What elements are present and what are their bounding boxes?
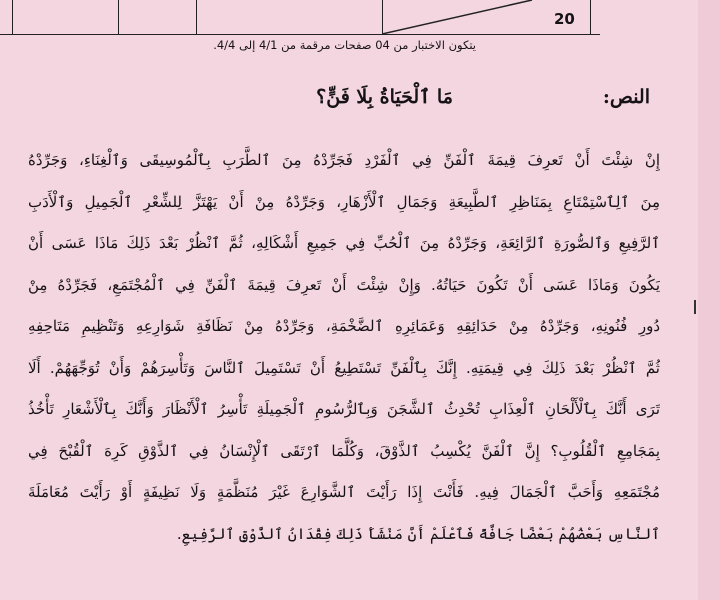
text-body — [28, 140, 660, 555]
page-edge — [698, 0, 720, 600]
table-divider — [196, 0, 197, 34]
text-line: ٱلرَّفِيعِ وَٱلصُّورَةِ ٱلرَّائِعَةِ، وَجَرِّدْهُ مِنَ ٱلْحُبِّ فِي جَمِيعِ أَشْكَالِهِ، ثُمَّ ٱنْظُرْ بَعْدَ ذَلِكَ مَاذَا عَسَى أَنْ — [28, 234, 660, 252]
header-note: يتكون الاختبار من 04 صفحات مرقمة من 4/1 إلى 4/4. — [213, 38, 476, 52]
edge-mark — [694, 300, 696, 314]
table-divider — [12, 0, 13, 34]
table-divider — [118, 0, 119, 34]
text-line: مُجْتَمَعِهِ وَأَحَبَّ ٱلْجَمَالَ فِيهِ. فَأَنْتَ إِذَا رَأَيْتَ ٱلشَّوَارِعَ غَيْرَ مُنَظَّمَةٍ وَلَا نَظِيفَةٍ أَوْ رَأَيْتَ مُعَامَلَةَ — [28, 483, 660, 501]
text-title: مَا ٱلْحَيَاةُ بِلَا فَنٍّ؟ — [316, 86, 453, 108]
text-line: دُورِ فُنُونِهِ، وَجَرِّدْهُ مِنْ حَدَائِقِهِ وَعَمَائِرِهِ ٱلضَّخْمَةِ، وَجَرِّدْهُ مِنْ نَظَافَةِ شَوَارِعِهِ وَتَنْظِيمِ مَتَاحِفِهِ — [28, 317, 660, 335]
score-cell: 20 — [554, 10, 575, 28]
text-line: تَرَى أَنَّكَ بِٱلْأَلْحَانِ ٱلْعِذَابِ تُحْدِثُ ٱلشَّجَنَ وَبِٱلرُّسُومِ ٱلْجَمِيلَةِ تَأْسِرُ ٱلْأَنْظَارَ وَأَنَّكَ بِٱلْأَشْعَارِ تَأْخُذُ — [28, 400, 660, 418]
text-line: إِنْ شِئْتَ أَنْ تَعرِفَ قِيمَةَ ٱلْفَنِّ فِي ٱلْفَرْدِ فَجَرِّدْهُ مِنَ ٱلطَّرَبِ بِٱلْمُوسِيقَى وَٱلْغِنَاءِ، وَجَرِّدْهُ — [28, 151, 660, 169]
text-line: ٱلنَّاسِ بَعْضُهُمْ بَعْضًا جَافَّةً فَٱعْلَمْ أَنَّ مَنْشَأَ ذَلِكَ فِقْدَانُ ٱلذَّوْقِ ٱلرَّفِيعِ. — [176, 524, 660, 543]
text-line: يَكُونَ وَمَاذَا عَسَى أَنْ تَكُونَ حَيَاتُهُ. وَإِنْ شِئْتَ أَنْ تَعرِفَ قِيمَةَ ٱلْفَنِّ فِي ٱلْمُجْتَمَعِ، فَجَرِّدْهُ مِنْ — [28, 275, 660, 294]
text-heading — [316, 86, 650, 108]
text-label: النص: — [602, 86, 650, 108]
top-table — [0, 0, 600, 35]
text-line: بِمَجَامِعِ ٱلْقُلُوبِ؟ إِنَّ ٱلْفَنَّ يُكْسِبُ ٱلذَّوْقَ، وَكُلَّمَا ٱرْتَقَى ٱلْإِنْسَانُ فِي ٱلذَّوْقِ كَرِهَ ٱلْقُبْحَ فِي — [28, 441, 660, 460]
table-divider — [590, 0, 591, 34]
text-line: مِنَ ٱلِٱسْتِمْتَاعِ بِمَنَاظِرِ ٱلطَّبِيعَةِ وَجَمَالِ ٱلْأَزْهَارِ، وَجَرِّدْهُ مِنْ أَنْ يَهْتَزَّ لِلشِّعْرِ ٱلْجَمِيلِ وَٱلْأَدَبِ — [28, 192, 660, 211]
text-line: ثُمَّ ٱنْظُرْ بَعْدَ ذَلِكَ فِي قِيمَتِهِ. إِنَّكَ بِٱلْفَنِّ تَسْتَطِيعُ أَنْ تَسْتَمِيلَ ٱلنَّاسَ وَتَأْسِرَهُمْ وَأَنْ تُوَجِّهَهُمْ. أَلَا — [28, 358, 660, 377]
